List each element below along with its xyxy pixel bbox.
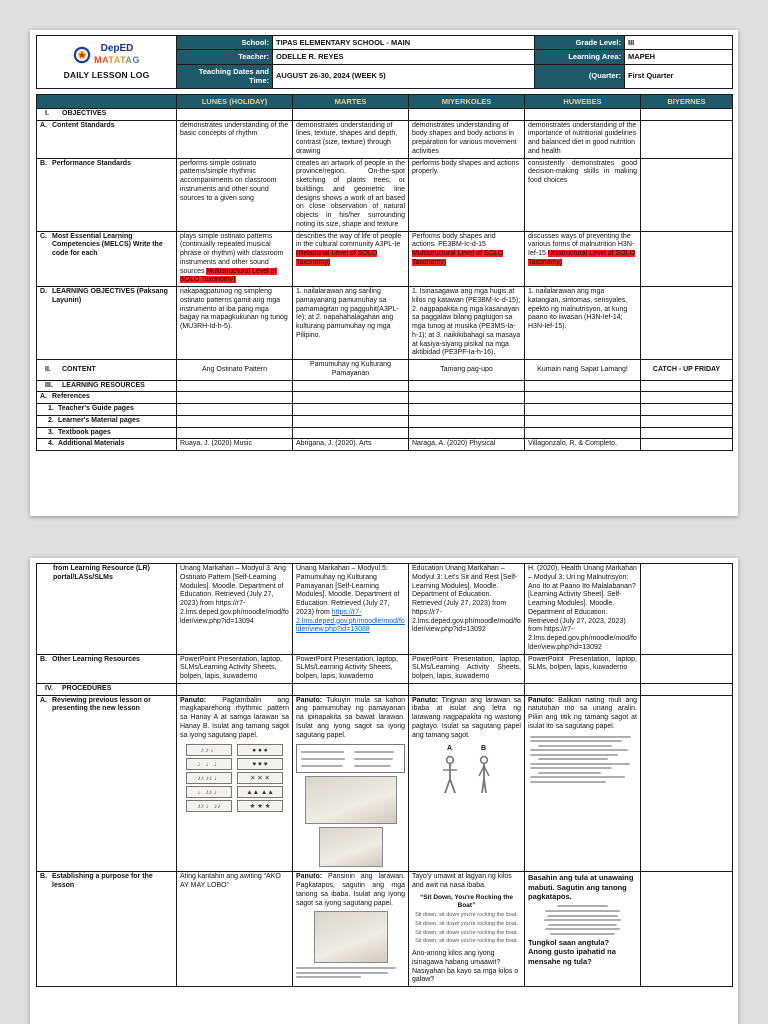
row-title: Content Standards	[52, 121, 115, 129]
cell-objectives-huwebes: 1. nailalarawan ang mga katangian, sintomas, sensyales, epekto ng malnutrisyon, at kung paano ito iiwasan (H3N-Ief-14; H3N-Ief-15).	[525, 287, 641, 360]
empty-cell	[409, 404, 525, 416]
additional-materials-row	[37, 439, 733, 451]
poem-question-1: Tungkol saan angtula?	[528, 937, 610, 947]
community-image-placeholder	[305, 776, 397, 824]
empty-cell	[409, 392, 525, 404]
empty-cell	[641, 415, 733, 427]
text-line	[354, 765, 391, 767]
empty-cell	[525, 427, 641, 439]
empty-cell	[525, 415, 641, 427]
text-line	[550, 933, 615, 935]
cell-lr-martes	[293, 564, 409, 655]
row-title: Reviewing previous lesson or presenting the new lesson	[52, 696, 151, 713]
teacher-value: ODELLE R. REYES	[273, 50, 535, 64]
text-line	[301, 751, 344, 753]
empty-cell	[525, 404, 641, 416]
section-objectives-label	[37, 108, 177, 120]
figure-label: A	[446, 745, 453, 753]
lr-portal-label: from Learning Resource (LR) portal/LASs/SLMs	[37, 564, 177, 655]
cell-objectives-miyerkoles: 1. Isinasagawa ang mga hugis at kilos ng katawan (PE3BM-Ic-d-15); 2. nagpapakita ng mga kasanayan sa paggalaw bilang pagtugon sa mga tunog at musika (PE3MS-Ia-h-1); at 3. naikikibahagi sa masaya at kasiya-siyang pisikal na mga aktibidad (PE3PF-Ia-h-16).	[409, 287, 525, 360]
empty-cell	[525, 108, 641, 120]
row-num: B.	[40, 873, 47, 881]
text-line	[530, 736, 631, 738]
empty-cell	[525, 392, 641, 404]
row-num: B.	[40, 655, 47, 663]
cell-olr-miyerkoles: PowerPoint Presentation, laptop, SLMs/Learning Activity Sheets, bolpen, lapis, kuwaderno	[409, 654, 525, 683]
section-num: IV.	[45, 684, 53, 692]
empty-cell	[293, 427, 409, 439]
song-question-2: Nasiyahan ba kayo sa mga kilos o galaw?	[412, 967, 519, 984]
row-num: A.	[40, 393, 47, 401]
song-intro: Tayo'y umawit at lagyan ng kilos and awit na nasa ibaba.	[412, 873, 512, 889]
cell-reviewing-lunes	[177, 695, 293, 872]
row-title: Establishing a purpose for the lesson	[52, 873, 153, 889]
section-objectives-row	[37, 108, 733, 120]
quiz-text-placeholder	[528, 736, 637, 783]
row-title: Learner's Material pages	[58, 416, 140, 424]
lyric-line: Sit down, sit down you're rocking the boat.	[415, 938, 518, 945]
school-label: School:	[177, 36, 273, 50]
lyric-line: Sit down, sit down you're rocking the boat.	[415, 920, 518, 927]
cell-objectives-lunes: nakapagpatunog ng simpleng ostinato patterns gamit ang mga instrumento at iba pang mga bagay na mapagkukunan ng tunog (MU3RH-Id-h-5).	[177, 287, 293, 360]
deped-logo-text: DepED	[100, 42, 134, 54]
section-title: CONTENT	[62, 365, 96, 373]
empty-cell	[641, 108, 733, 120]
section-num: III.	[45, 381, 53, 389]
panuto-label: Panuto:	[296, 696, 323, 704]
rhythm-pattern-box: ♪♪ ♪♪ ♩	[186, 772, 232, 784]
text-line	[545, 910, 619, 912]
worksheet-row	[186, 786, 283, 798]
section-num: I.	[45, 109, 49, 117]
other-resources-row	[37, 654, 733, 683]
cell-content-standards-huwebes: demonstrates understanding of the importance of nutritional guidelines and balanced diet in good nutrition and health	[525, 120, 641, 158]
text-line	[557, 905, 608, 907]
page-2	[30, 558, 738, 1024]
section-num: II.	[45, 365, 51, 373]
row-num: A.	[40, 696, 47, 704]
cell-content-standards-miyerkoles: demonstrates understanding of body shapes and body actions in preparation for various movement activities	[409, 120, 525, 158]
melcs-text: Performs body shapes and actions. PE3BM-Ic-d-15	[412, 232, 496, 249]
empty-cell	[293, 380, 409, 392]
row-title: Other Learning Resources	[52, 655, 140, 663]
rhythm-pattern-box: ♩ ♪♪ ♩	[186, 786, 232, 798]
empty-cell	[409, 427, 525, 439]
row-num: 4.	[48, 440, 54, 448]
section-title: LEARNING RESOURCES	[62, 381, 145, 389]
melcs-text: describes the way of life of people in the cultural community A3PL-Ie	[296, 232, 402, 249]
teacher-label: Teacher:	[177, 50, 273, 64]
stick-figure-icon	[475, 755, 493, 795]
text-line	[530, 776, 625, 778]
song-question-1: Ano-anong kilos ang iyong isinagawa habang umaawit?	[412, 950, 501, 966]
cell-performance-martes: creates an artwork of people in the province/region. On-the-spot sketching of plants trees, or buildings and geometric line designs shows a work of art based on close observation of natural objects in his/her surrounding noting its size, shape and texture	[293, 158, 409, 231]
text-line	[296, 967, 396, 969]
empty-cell	[177, 108, 293, 120]
cell-olr-martes: PowerPoint Presentation, laptop, SLMs/Learning Activity Sheets, bolpen, lapis, kuwaderno	[293, 654, 409, 683]
melcs-text: plays simple ostinato patterns (continually repeated musical phrase or rhythm) with classroom instruments and other sound sources	[180, 232, 284, 275]
empty-cell	[641, 404, 733, 416]
rhythm-matching-worksheet	[180, 744, 289, 812]
panuto-text: Pagtambalin ang magkaparehong rhythmic pattern sa Hanay A at samga larawan sa Hanay B. Isulat ang tamang sagot sa iyong sagutang papel.	[180, 696, 289, 739]
picture-box: ▲▲ ▲▲	[237, 786, 283, 798]
rhythm-pattern-box: ♪♪ ♩ ♪♪	[186, 800, 232, 812]
matatag-logo-text: MATATAG	[94, 55, 140, 66]
teachers-guide-label	[37, 404, 177, 416]
empty-cell	[293, 392, 409, 404]
community-image-placeholder	[319, 827, 383, 867]
section-title: PROCEDURES	[62, 684, 112, 692]
text-line	[530, 767, 612, 769]
empty-cell	[641, 120, 733, 158]
school-value: TIPAS ELEMENTARY SCHOOL - MAIN	[273, 36, 535, 50]
cell-lr-lunes: Unang Markahan – Modyul 3: Ang Ostinato Pattern [Self-Learning Modules]. Moodle. Department of Education. Retrieved (July 27, 2023) from https://r7-2.lms.deped.gov.ph/moodle/mod/folder/view.php?id=13094	[177, 564, 293, 655]
figure-option	[475, 745, 493, 795]
text-line	[538, 772, 601, 774]
text-line	[530, 781, 606, 783]
figure-label: B	[480, 745, 487, 753]
text-line	[354, 758, 394, 760]
row-title: Performance Standards	[52, 159, 131, 167]
caption-placeholder	[296, 967, 405, 978]
worksheet-row	[186, 744, 283, 756]
empty-cell	[293, 683, 409, 695]
cell-melcs-lunes	[177, 231, 293, 287]
day-header-miyerkoles: MIYERKOLES	[409, 94, 525, 108]
cell-objectives-martes: 1. nailalarawan ang sariling pamayanang pamumuhay sa pamamagitan ng pagguhit(A3PL-Ie); at 2. napahahalagahan ang kulturang pamumuhay ng mga Pilipino.	[293, 287, 409, 360]
teaching-dates-value: AUGUST 26-30, 2024 (WEEK 5)	[273, 64, 535, 88]
cell-reviewing-miyerkoles	[409, 695, 525, 872]
references-label	[37, 392, 177, 404]
row-num: A.	[40, 121, 47, 129]
learning-area-value: MAPEH	[625, 50, 733, 64]
cell-purpose-miyerkoles	[409, 872, 525, 987]
empty-cell	[641, 439, 733, 451]
text-line	[296, 976, 361, 978]
empty-cell	[641, 287, 733, 360]
cell-content-standards-martes: demonstrates understanding of lines, texture, shapes and depth, contrast (size, texture) through drawing	[293, 120, 409, 158]
day-header-huwebes: HUWEBES	[525, 94, 641, 108]
row-num: 2.	[48, 416, 54, 424]
row-title: Additional Materials	[58, 440, 125, 448]
cell-melcs-martes	[293, 231, 409, 287]
empty-cell	[641, 695, 733, 872]
procedures-row	[37, 683, 733, 695]
picture-box: ★ ★ ★	[237, 800, 283, 812]
panuto-text: Tukuyin mula sa kahon ang pamumuhay ng pamayanan na ipinapakita sa bawat larawan. Isulat ang iyong sagot sa iyong sagutang papel.	[296, 696, 405, 739]
cell-performance-miyerkoles: performs body shapes and actions properly.	[409, 158, 525, 231]
content-standards-label	[37, 120, 177, 158]
text-line	[301, 758, 345, 760]
learning-area-label: Learning Area:	[535, 50, 625, 64]
text-line	[538, 745, 612, 747]
rhythm-pattern-box: ♩ ♩ ♩	[186, 758, 232, 770]
solo-taxonomy-highlight: (Relational Level of SOLO Taxonomy)	[296, 250, 378, 266]
textbook-row	[37, 427, 733, 439]
cell-content-martes: Pamumuhay ng Kulturang Pamayanan	[293, 360, 409, 381]
row-num: 3.	[48, 428, 54, 436]
worksheet-row	[186, 800, 283, 812]
learning-objectives-label	[37, 287, 177, 360]
text-line	[296, 972, 388, 974]
performance-standards-row	[37, 158, 733, 231]
cell-content-huwebes: Kumain nang Sapat Lamang!	[525, 360, 641, 381]
text-line	[354, 751, 395, 753]
day-header-lunes: LUNES (HOLIDAY)	[177, 94, 293, 108]
empty-cell	[177, 380, 293, 392]
content-row	[37, 360, 733, 381]
day-header-row	[37, 94, 733, 108]
empty-cell	[641, 158, 733, 231]
row-num: B.	[40, 159, 47, 167]
lesson-table-page2	[36, 563, 733, 987]
logo-wordmark	[94, 43, 140, 67]
row-title: References	[52, 393, 90, 401]
picture-box: ♥ ♥ ♥	[237, 758, 283, 770]
text-line	[301, 765, 343, 767]
cell-olr-huwebes: PowerPoint Presentation, laptop, SLMs, bolpen, lapis, kuwaderno	[525, 654, 641, 683]
references-row	[37, 392, 733, 404]
text-line	[548, 924, 617, 926]
cell-additional-huwebes: Villagonzalo, R. & Completo,	[525, 439, 641, 451]
day-header-martes: MARTES	[293, 94, 409, 108]
row-num: 1.	[48, 405, 54, 413]
empty-cell	[525, 683, 641, 695]
poem-placeholder	[536, 905, 629, 935]
cell-lr-miyerkoles: Education Unang Markahan – Modyul 3: Let's Sit and Rest [Self-Learning Modules]. Moodle. Department of Education. Retrieved (July 27, 2023) from https://r7-2.lms.deped.gov.ph/moodle/mod/folder/view.php?id=13092	[409, 564, 525, 655]
text-line	[530, 749, 628, 751]
empty-cell	[641, 392, 733, 404]
panuto-label: Panuto:	[180, 696, 207, 704]
text-line	[530, 740, 622, 742]
lr-portal-row	[37, 564, 733, 655]
cell-melcs-miyerkoles	[409, 231, 525, 287]
melcs-text: discusses ways of preventing the various forms of malnutrition H3N-Ief-15	[528, 232, 635, 258]
cell-performance-lunes: performs simple ostinato patterns/simple rhythmic accompaniments on classroom instruments and other sound sources to a given song	[177, 158, 293, 231]
teaching-dates-label: Teaching Dates and Time:	[177, 64, 273, 88]
empty-cell	[641, 231, 733, 287]
grade-level-value: III	[625, 36, 733, 50]
grade-level-label: Grade Level:	[535, 36, 625, 50]
poem-instruction: Basahin ang tula at unawaing mabuti. Sagutin ang tanong pagkatapos.	[528, 873, 634, 901]
reviewing-row	[37, 695, 733, 872]
posture-figures	[412, 745, 521, 795]
cell-content-lunes: Ang Ostinato Pattern	[177, 360, 293, 381]
empty-cell	[177, 404, 293, 416]
purpose-row	[37, 872, 733, 987]
solo-taxonomy-highlight: Unistructural Level of SOLO Taxonomy)	[528, 250, 636, 266]
empty-cell	[293, 404, 409, 416]
row-num: C.	[40, 232, 47, 240]
figure-option	[441, 745, 459, 795]
day-header-biyernes: BIYERNES	[641, 94, 733, 108]
citation-text: Unang Markahan – Modyul 5: Pamumuhay ng Kulturang Pamayanan [Self-Learning Modules]. Moodle. Department of Education. Retrieved (July 27, 2023) from	[296, 565, 400, 616]
worksheet-row	[186, 772, 283, 784]
poem-question-2: Anong gusto ipahatid na mensahe ng tula?	[528, 947, 616, 966]
empty-cell	[409, 415, 525, 427]
section-title: OBJECTIVES	[62, 109, 107, 117]
empty-cell	[525, 380, 641, 392]
row-title: Most Essential Learning Competencies (MELCS) Write the code for each	[52, 232, 163, 258]
empty-cell	[177, 683, 293, 695]
cell-melcs-huwebes	[525, 231, 641, 287]
additional-materials-label	[37, 439, 177, 451]
answer-choices-box	[296, 744, 405, 773]
empty-cell	[641, 427, 733, 439]
panuto-label: Panuto:	[296, 873, 323, 881]
panuto-label: Panuto:	[528, 696, 555, 704]
lyric-line: Sit down, sit down you're rocking the boat.	[415, 929, 518, 936]
lesson-table-page1	[36, 94, 733, 452]
solo-taxonomy-highlight: Multistructural Level of SOLO Taxonomy)	[412, 250, 504, 266]
cell-reviewing-martes	[293, 695, 409, 872]
deped-seal-icon	[73, 46, 91, 64]
content-section-label	[37, 360, 177, 381]
melcs-label	[37, 231, 177, 287]
row-title: Teacher's Guide pages	[58, 405, 134, 413]
textbook-label	[37, 427, 177, 439]
logo-cell	[37, 36, 177, 89]
empty-cell	[641, 654, 733, 683]
row-title: Textbook pages	[58, 428, 111, 436]
cell-olr-lunes: PowerPoint Presentation, laptop, SLMs/Learning Activity Sheets, bolpen, lapis, kuwaderno	[177, 654, 293, 683]
picture-box: ● ● ●	[237, 744, 283, 756]
worksheet-row	[186, 758, 283, 770]
row-num: D.	[40, 288, 47, 296]
empty-cell	[293, 108, 409, 120]
purpose-label	[37, 872, 177, 987]
cell-content-biyernes: CATCH - UP FRIDAY	[641, 360, 733, 381]
text-line	[545, 928, 619, 930]
panuto-text: Tingnan ang larawan sa ibaba at isulat ang letra ng larawang nagpapakita ng wastong pagtayo. Isulat sa sagutang papel ang tamang sagot.	[412, 696, 521, 739]
performance-standards-label	[37, 158, 177, 231]
text-line	[530, 763, 630, 765]
empty-cell	[641, 380, 733, 392]
doc-type-title: DAILY LESSON LOG	[63, 70, 150, 81]
text-line	[538, 758, 607, 760]
stick-figure-icon	[441, 755, 459, 795]
cell-additional-miyerkoles: Naraga, A. (2020) Physical	[409, 439, 525, 451]
solo-taxonomy-highlight: Multistructural Level of SOLO Taxonomy)	[180, 267, 277, 284]
empty-cell	[177, 415, 293, 427]
day-header-empty	[37, 94, 177, 108]
module-link[interactable]: https://r7-2.lms.deped.gov.ph/moodle/mod/folder/view.php?id=13088	[296, 608, 405, 634]
reviewing-label	[37, 695, 177, 872]
quarter-label: (Quarter:	[535, 64, 625, 88]
text-line	[530, 754, 618, 756]
text-line	[547, 915, 618, 917]
learners-material-row	[37, 415, 733, 427]
cell-additional-martes: Abrigana, J. (2020). Arts	[293, 439, 409, 451]
cell-content-standards-lunes: demonstrates understanding of the basic concepts of rhythm	[177, 120, 293, 158]
panuto-text: Pansinin ang larawan. Pagkatapos, sagutin ang mga tanong sa ibaba. Isulat ang iyong sagot sa iyong sagutang papel.	[296, 873, 405, 907]
cell-purpose-lunes: Ating kantahin ang awiting “AKO AY MAY LOBO”	[177, 872, 293, 987]
row-title: LEARNING OBJECTIVES (Paksang Layunin)	[52, 288, 168, 304]
procedures-label	[37, 683, 177, 695]
cell-performance-huwebes: consistently demonstrates good decision-making skills in making food choices	[525, 158, 641, 231]
teachers-guide-row	[37, 404, 733, 416]
cell-lr-huwebes: H. (2020). Health Unang Markahan – Modyul 3: Uri ng Malnutrisyon: Ano Ito at Paano Ito Malalabanan? [Learning Activity Sheet]. Self-Learning Modules]. Moodle. Department of Education. Retrieved (July 27, 2023, 2023) from https://r7-2.lms.deped.gov.ph/moodle/mod/folder/view.php?id=13092	[525, 564, 641, 655]
lesson-image-placeholder	[314, 911, 388, 963]
panuto-label: Panuto:	[412, 696, 439, 704]
empty-cell	[409, 683, 525, 695]
text-line	[544, 919, 620, 921]
empty-cell	[177, 427, 293, 439]
dll-header-table	[36, 35, 733, 89]
content-standards-row	[37, 120, 733, 158]
cell-purpose-huwebes	[525, 872, 641, 987]
picture-box: ✕ ✕ ✕	[237, 772, 283, 784]
learning-objectives-row	[37, 287, 733, 360]
lyric-line: Sit down, sit down you're rocking the boat.	[415, 912, 518, 918]
song-title: “Sit Down, You're Rocking the Boat”	[419, 893, 514, 909]
cell-content-miyerkoles: Tamang pag-upo	[409, 360, 525, 381]
empty-cell	[177, 392, 293, 404]
page-1	[30, 30, 738, 516]
quarter-value: First Quarter	[625, 64, 733, 88]
cell-additional-lunes: Ruaya, J. (2020) Music	[177, 439, 293, 451]
empty-cell	[409, 380, 525, 392]
cell-reviewing-huwebes	[525, 695, 641, 872]
cell-purpose-martes	[293, 872, 409, 987]
other-resources-label	[37, 654, 177, 683]
learning-resources-row	[37, 380, 733, 392]
empty-cell	[641, 683, 733, 695]
empty-cell	[641, 872, 733, 987]
panuto-text: Balikan nating muli ang natutuhan mo sa unang aralin. Piliin ang titik ng tamang sagot at isulat ito sa sagutang papel.	[528, 696, 637, 730]
empty-cell	[293, 415, 409, 427]
melcs-row	[37, 231, 733, 287]
rhythm-pattern-box: ♪ ♪ ♩	[186, 744, 232, 756]
learning-resources-label	[37, 380, 177, 392]
song-lyrics	[412, 911, 521, 946]
empty-cell	[641, 564, 733, 655]
empty-cell	[409, 108, 525, 120]
learners-material-label	[37, 415, 177, 427]
